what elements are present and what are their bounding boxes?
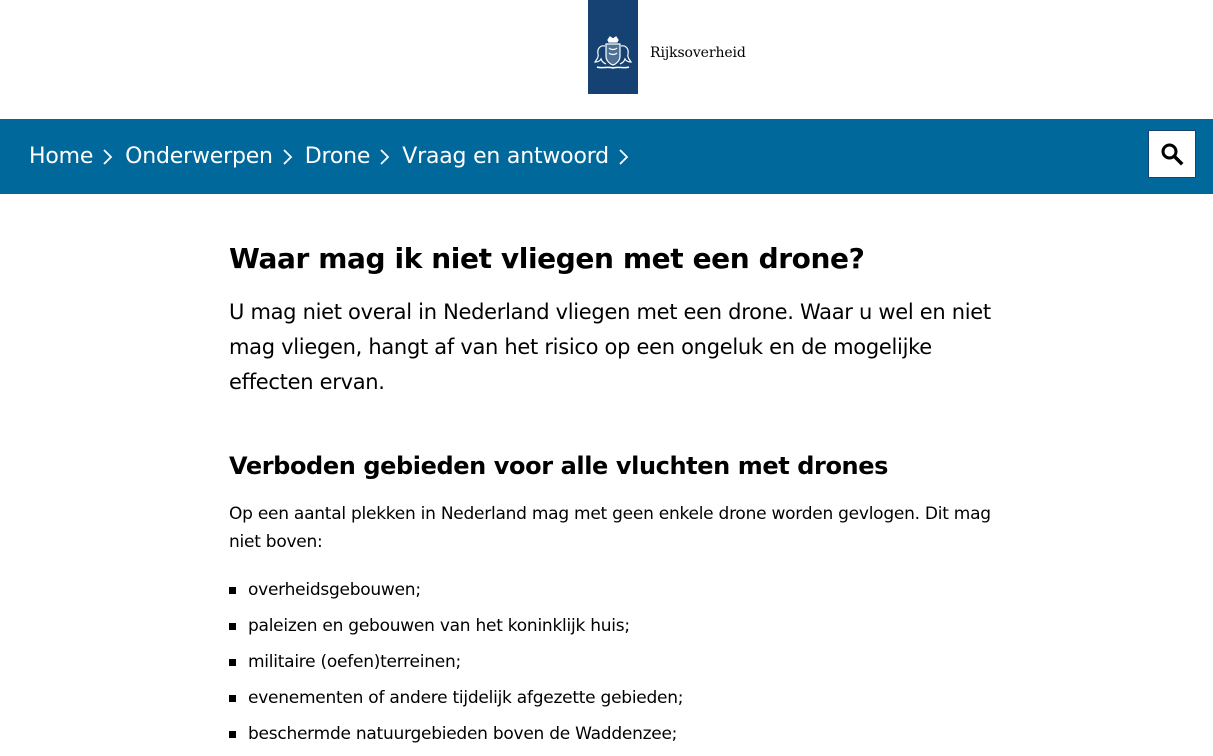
list-item: beschermde natuurgebieden boven de Waddenzee; — [229, 720, 683, 756]
logo-text: Rijksoverheid — [650, 45, 746, 61]
logo-link[interactable] — [588, 0, 638, 94]
chevron-right-icon — [101, 146, 115, 168]
chevron-right-icon — [281, 146, 295, 168]
chevron-right-icon — [378, 146, 392, 168]
breadcrumb-bar — [0, 119, 1213, 194]
site-header — [0, 0, 1213, 119]
page-title: Waar mag ik niet vliegen met een drone? — [229, 242, 865, 275]
breadcrumb-drone[interactable]: Drone — [304, 144, 371, 169]
section-heading: Verboden gebieden voor alle vluchten met drones — [229, 452, 889, 480]
coat-of-arms-icon — [591, 34, 635, 74]
breadcrumb-onderwerpen[interactable]: Onderwerpen — [125, 144, 273, 169]
breadcrumb — [0, 144, 641, 169]
breadcrumb-home[interactable]: Home — [29, 144, 94, 169]
chevron-right-icon — [617, 146, 631, 168]
prohibited-areas-list — [229, 576, 683, 756]
breadcrumb-vraag-en-antwoord[interactable]: Vraag en antwoord — [402, 144, 609, 169]
list-item: evenementen of andere tijdelijk afgezette gebieden; — [229, 684, 683, 720]
list-item: militaire (oefen)terreinen; — [229, 648, 683, 684]
list-item: overheidsgebouwen; — [229, 576, 683, 612]
intro-text: U mag niet overal in Nederland vliegen met een drone. Waar u wel en niet mag vliegen, hangt af van het risico op een ongeluk en de mogelijke effecten ervan. — [229, 300, 991, 394]
section-paragraph: Op een aantal plekken in Nederland mag met geen enkele drone worden gevlogen. Dit mag niet boven: — [229, 504, 991, 552]
list-item: paleizen en gebouwen van het koninklijk huis; — [229, 612, 683, 648]
search-button[interactable] — [1148, 130, 1196, 178]
search-icon — [1160, 142, 1184, 166]
